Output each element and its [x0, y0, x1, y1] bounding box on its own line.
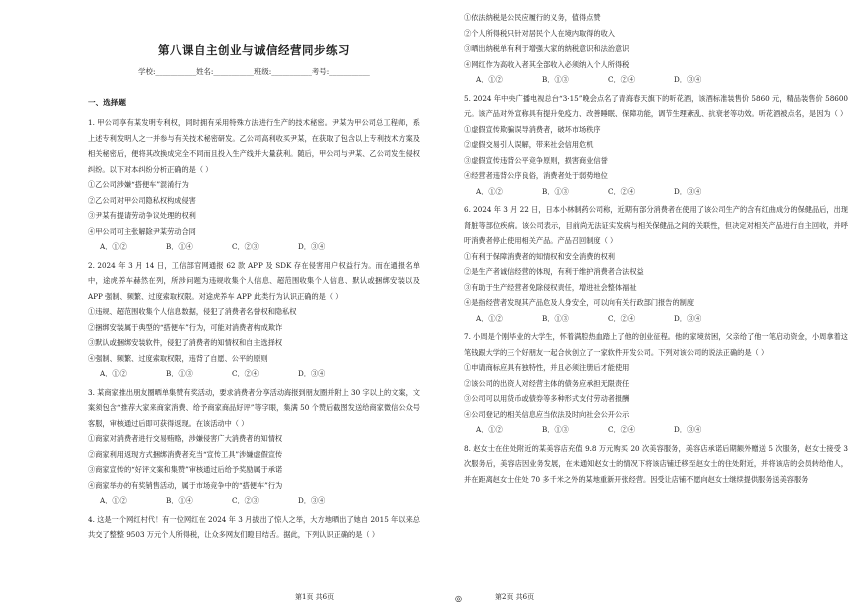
statement-item: ③默认或捆绑安装软件，侵犯了消费者的知情权和自主选择权: [88, 338, 283, 347]
answer-option: D．③④: [674, 313, 702, 323]
answer-option: B．①③: [542, 313, 569, 323]
question-block: [464, 441, 848, 488]
statement-item: ②商家利用返现方式捆绑消费者充当“宣传工具”涉嫌虚假宣传: [88, 449, 283, 459]
answer-option: D．③④: [298, 496, 326, 505]
center-mark-icon: ◎: [455, 594, 462, 603]
answer-option: C．②④: [608, 425, 636, 434]
question-stem: 1. 甲公司享有某发明专利权，同时拥有采用特殊方法进行生产的技术秘密。尹某为甲公司总工程师，系上述专利发明人之一并参与有关技术秘密研发。乙公司高利收买尹某，在获取了包含以上专利技术方案及相关秘密后，便将其改换成完全不同而且投入生产线并大量获利。随后，甲公司与尹某、乙公司发生侵权纠纷。以下对本纠纷分析正确的是（ ）: [88, 118, 420, 174]
statement-item: ①商家对消费者进行交易贿赂，涉嫌侵害广大消费者的知情权: [88, 434, 283, 443]
answer-option: A．①②: [100, 496, 127, 505]
answer-option: A．①②: [100, 369, 127, 378]
question-block: [88, 385, 420, 509]
statement-item: ①乙公司涉嫌“搭便车”混淆行为: [88, 180, 189, 189]
statement-item: ④是指经营者发现其产品危及人身安全，可以向有关行政部门报告的制度: [464, 298, 695, 307]
statement-item: ④网红作为高收入者其全部收入必须纳入个人所得税: [464, 59, 630, 69]
statement-item: ③虚假宣传违背公平竞争原则，损害商业信誉: [464, 155, 608, 165]
answer-option: D．③④: [298, 242, 326, 251]
question-block: [88, 258, 420, 382]
question-stem: 7. 小周是个刚毕业的大学生，怀着满腔热血踏上了他的创业征程。他的家境贫困，父亲给了他一笔启动资金，小周拿着这笔钱跟大学的三个好朋友一起合伙创立了一家软件开发公司。下列对该公司的说法正确的是（ ）: [464, 332, 848, 357]
answer-option: A．①②: [476, 75, 503, 84]
question-block: [464, 329, 848, 438]
answer-options: [476, 422, 848, 438]
section-title: 一、选择题: [88, 98, 126, 107]
statement-item: ④商家举办的有奖销售活动，属于市场竞争中的“搭便车”行为: [88, 480, 283, 490]
statement-item: ①虚假宣传欺骗误导消费者，破坏市场秩序: [464, 124, 601, 134]
question-stem: 4. 这是一个网红村代！有一位网红在 2024 年 3 月拔出了惊人之举，大方地晒出了她自 2015 年以来总共交了整整 9503 万元个人所得税，让众多网友们瞪目结舌。据此，下列认识正确的是（ ）: [88, 514, 420, 539]
question-stem: 8. 赵女士在住处附近的某美容店充值 9.8 万元购买 20 次美容服务，美容店承诺后期额外赠送 5 次服务，赵女士接受 3 次服务后，美容店因业务发展，在未通知赵女士的情况下将该店铺迁移至赵女士的住处附近，并将该店的会员转给他人，并在距离赵女士住处 70 多千米之外的某地重新开张经营。因受让店铺不愿向赵女士继续提供服务送美容服务: [464, 443, 848, 484]
question-stem: 2. 2024 年 3 月 14 日，工信部官网通报 62 款 APP 及 SDK 存在侵害用户权益行为。而在通报名单中，途虎养车赫然在列，所涉问题为违规收集个人信息、超范围收集个人信息、默认或捆绑安装以及 APP 强制、频繁、过度索取权限。对途虎养车 APP 此类行为认识正确的是（ ）: [88, 260, 420, 301]
page-number-left: 第1页 共6页: [295, 593, 335, 601]
answer-option: C．②④: [608, 313, 636, 323]
question-block: [464, 91, 848, 200]
question-stem: 3. 某商家推出朋友圈晒单集赞有奖活动，要求消费者分享活动海报到朋友圈并附上 30 字以上的文案，文案须包含“推荐大家来商家消费、给予商家商品好评”等字眼，集满 50 个赞后截图发送给商家微信公众号客服，审核通过后即可获得返现。在该活动中（ ）: [88, 387, 420, 428]
answer-option: B．①④: [166, 242, 193, 251]
answer-option: B．①③: [166, 369, 193, 378]
statement-item: ①申请商标应具有独特性，并且必须注册后才能使用: [464, 363, 630, 372]
question-list-right: [464, 10, 848, 487]
statement-item: ④强制、频繁、过度索取权限，违背了自愿、公平的原则: [88, 353, 268, 363]
question-stem: 5. 2024 年中央广播电视总台“3·15”晚会点名了青海春天旗下的听花酒，该酒标准装售价 5860 元，精品装售价 58600 元。该产品对外宣称具有提升免疫力、改善睡眠、保障功能，调节生理紊乱、抗衰老等功效。听花酒被点名，是因为（ ）: [464, 93, 848, 118]
statement-item: ①依法纳税是公民应履行的义务，值得点赞: [464, 13, 601, 22]
statement-item: ②虚假交易引人误解，带来社会信用危机: [464, 140, 594, 149]
page-right: [430, 0, 860, 608]
question-block: [464, 202, 848, 326]
answer-option: C．②③: [232, 242, 260, 251]
statement-item: ③尹某有提请劳动争议处理的权利: [88, 211, 196, 220]
answer-option: B．①③: [542, 186, 569, 196]
question-block: [464, 10, 848, 88]
statement-item: ②乙公司对甲公司隐私权构成侵害: [88, 195, 196, 205]
answer-options: [476, 311, 848, 327]
answer-option: D．③④: [298, 369, 326, 378]
statement-item: ④经营者违背公序良俗，消费者处于弱势地位: [464, 171, 608, 180]
statement-item: ②捆绑安装属于典型的“搭便车”行为，可能对消费者构成欺诈: [88, 322, 283, 332]
answer-option: B．①④: [166, 496, 193, 505]
statement-item: ③公司可以用货币或债券等多种形式支付劳动者报酬: [464, 394, 630, 403]
answer-options: [476, 72, 848, 88]
statement-item: ②是生产者诚信经营的体现，有利于维护消费者合法权益: [464, 267, 644, 276]
question-list-left: [88, 115, 420, 543]
answer-option: D．③④: [674, 425, 702, 434]
answer-option: A．①②: [100, 242, 127, 251]
answer-options: [100, 366, 420, 382]
statement-item: ③商家宣传的“好评文案和集赞”审核通过后给予奖励属于承诺: [88, 465, 283, 474]
statement-item: ②该公司的出资人对经营主体的债务应承担无限责任: [464, 378, 630, 388]
statement-item: ②个人所得税只针对居民个人在境内取得的收入: [464, 28, 615, 38]
answer-option: A．①②: [476, 186, 503, 196]
question-stem: 6. 2024 年 3 月 22 日，日本小林制药公司称，近期有部分消费者在使用了该公司生产的含有红曲成分的保健品后，出现肾脏等部位疾病。该公司表示，目前尚无法证实发病与相关保健品之间的关联性，但决定对相关产品进行自主回收，并呼吁消费者停止使用相关产品。产品召回制度（ ）: [464, 205, 848, 245]
answer-option: C．②④: [232, 369, 260, 378]
answer-options: [100, 239, 420, 255]
statement-item: ④甲公司可主张解除尹某劳动合同: [88, 226, 196, 236]
answer-option: C．②③: [232, 496, 260, 505]
answer-options: [476, 184, 848, 200]
question-block: [88, 512, 420, 543]
answer-option: D．③④: [674, 186, 702, 196]
statement-item: ③有助于生产经营者免除侵权责任，增进社会整体福祉: [464, 282, 637, 292]
statement-item: ①违规、超范围收集个人信息数据，侵犯了消费者名誉权和隐私权: [88, 307, 297, 316]
document-title: 第八课自主创业与诚信经营同步练习: [158, 43, 350, 57]
answer-option: C．②④: [608, 75, 636, 84]
statement-item: ③晒出纳税单有利于增强大家的纳税意识和法治意识: [464, 44, 630, 53]
answer-option: C．②④: [608, 186, 636, 196]
answer-option: B．①③: [542, 75, 569, 84]
student-info-line: 学校:___________姓名:___________班级:___________考号:___________: [138, 67, 370, 76]
statement-item: ④公司登记的相关信息应当依法及时向社会公开公示: [464, 409, 630, 419]
answer-option: A．①②: [476, 425, 503, 434]
answer-option: D．③④: [674, 75, 702, 84]
answer-option: A．①②: [476, 313, 503, 323]
answer-options: [100, 493, 420, 509]
question-block: [88, 115, 420, 255]
page-number-right: 第2页 共6页: [495, 593, 535, 601]
answer-option: B．①③: [542, 425, 569, 434]
statement-item: ①有利于保障消费者的知情权和安全消费的权利: [464, 251, 615, 261]
